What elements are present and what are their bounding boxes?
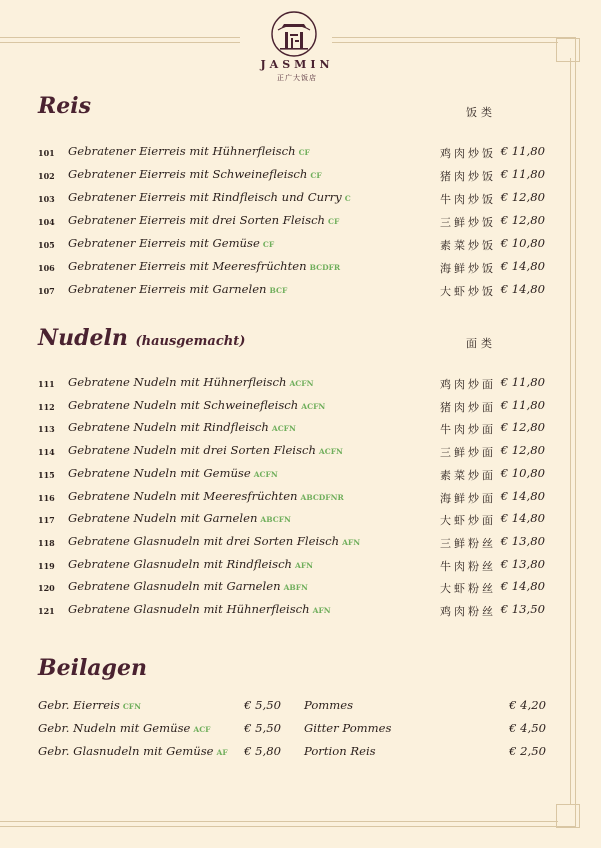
menu-item-allergens: C [344,194,351,203]
menu-item-allergens: ACFN [289,379,314,388]
section-title-reis: Reis [38,93,92,119]
menu-item-row [0,374,601,394]
menu-item-chinese-name: 海鲜炒面 [440,491,496,505]
menu-item-name [68,557,313,571]
menu-item-number: 111 [38,379,55,389]
menu-item-price: € 14,80 [500,488,545,503]
menu-item-name-text: Gebratene Nudeln mit Garnelen [68,511,258,526]
menu-item-number: 115 [38,469,55,480]
menu-item-name-text: Gebratener Eierreis mit Garnelen [68,282,267,296]
menu-item-allergens: ACFN [271,424,296,434]
frame-top-right [332,37,576,38]
menu-item-name [68,579,308,593]
menu-item-price: € 14,80 [500,511,545,526]
side-dish-price: € 2,50 [509,744,546,758]
menu-item-name [68,511,291,525]
menu-item-name [68,190,351,204]
menu-item-name-text: Gebratener Eierreis mit Rindfleisch und Curry [68,190,342,204]
side-dish-name-text: Pommes [304,698,354,712]
menu-item-chinese-name: 素菜炒饭 [440,239,496,252]
menu-item-row [0,578,601,598]
side-dish-allergens: CFN [122,702,141,711]
menu-item-chinese-name: 牛肉炒面 [440,423,496,437]
frame-top-left [0,37,240,38]
menu-item-row [0,533,601,553]
menu-item-number: 120 [38,583,55,594]
menu-item-number: 113 [38,424,55,435]
menu-item-name-text: Gebratene Glasnudeln mit drei Sorten Fleisch [68,533,340,548]
menu-item-price: € 11,80 [500,397,545,412]
menu-item-name-text: Gebratene Glasnudeln mit Hühnerfleisch [68,602,310,616]
side-dish-price: € 4,50 [509,721,546,735]
menu-item-price: € 11,80 [500,167,545,181]
menu-item-name [68,420,296,434]
menu-item-name [68,213,339,227]
menu-item-price: € 14,80 [500,282,545,296]
menu-item-number: 102 [38,171,55,181]
menu-item-name [68,602,331,616]
menu-item-row [0,143,601,163]
menu-item-number: 118 [38,537,55,548]
menu-item-row [0,442,601,462]
frame-top-right-2 [332,42,558,43]
menu-item-name [68,236,274,250]
menu-item-name [68,534,360,548]
side-dish-name-text: Gitter Pommes [304,721,392,735]
menu-item-allergens: AFN [295,560,314,570]
menu-item-name-text: Gebratener Eierreis mit Meeresfrüchten [68,259,307,273]
menu-item-number: 104 [38,217,55,227]
menu-item-name [68,489,344,503]
section-title-beilagen: Beilagen [38,655,147,681]
menu-item-price: € 14,80 [500,259,545,273]
menu-item-number: 103 [38,194,55,204]
menu-item-chinese-name: 大虾粉丝 [440,582,496,596]
frame-bottom-2 [0,821,558,822]
menu-item-chinese-name: 鸡肉粉丝 [440,605,496,618]
menu-item-allergens: CF [262,240,275,249]
menu-item-price: € 10,80 [500,465,545,480]
menu-item-price: € 13,50 [500,602,545,616]
menu-item-number: 112 [38,401,55,412]
menu-item-chinese-name: 鸡肉炒饭 [440,147,496,160]
menu-item-name-text: Gebratener Eierreis mit Schweinefleisch [68,167,308,181]
side-dish-price: € 5,50 [244,721,281,735]
menu-item-row [0,556,601,576]
menu-item-name [68,259,340,273]
section-chinese-nudeln: 面类 [466,337,496,350]
menu-item-price: € 11,80 [500,375,545,389]
menu-item-number: 101 [38,148,55,158]
menu-item-number: 121 [38,606,55,616]
menu-item-price: € 14,80 [500,579,545,594]
menu-item-number: 107 [38,286,55,296]
side-dish-name [38,744,228,758]
menu-item-chinese-name: 三鲜炒饭 [440,216,496,229]
menu-item-price: € 13,80 [500,556,545,571]
menu-item-name-text: Gebratene Glasnudeln mit Garnelen [68,579,281,594]
menu-item-allergens: ABCDFNR [300,492,344,502]
menu-item-name-text: Gebratene Glasnudeln mit Rindfleisch [68,556,293,571]
menu-item-allergens: AFN [312,606,331,615]
menu-item-allergens: ABCFN [260,515,291,525]
menu-item-name [68,466,278,480]
side-dish-price: € 5,50 [244,698,281,712]
side-dish-name [304,744,376,758]
menu-item-row [0,601,601,621]
menu-item-allergens: ACFN [253,469,278,479]
menu-item-row [0,465,601,485]
frame-top-left-2 [0,42,240,43]
menu-item-number: 116 [38,492,55,503]
menu-item-name-text: Gebratene Nudeln mit Meeresfrüchten [68,488,298,503]
side-dish-name [38,721,211,735]
frame-corner-top-right [556,38,580,62]
side-dish-row [304,720,546,740]
side-dish-name [304,698,353,712]
side-dish-name-text: Gebr. Nudeln mit Gemüse [38,721,191,735]
side-dish-row [38,743,281,763]
menu-item-name [68,282,287,296]
section-title-nudeln-main: Nudeln [38,325,128,351]
menu-item-chinese-name: 猪肉炒饭 [440,170,496,183]
side-dish-row [38,697,281,717]
menu-item-allergens: ABFN [283,583,308,593]
side-dish-row [304,697,546,717]
menu-item-name-text: Gebratene Nudeln mit drei Sorten Fleisch [68,443,316,458]
menu-item-allergens: CF [328,217,340,226]
side-dish-row [304,743,546,763]
menu-item-number: 105 [38,240,55,250]
menu-item-name [68,167,322,181]
menu-item-row [0,189,601,209]
side-dish-name-text: Portion Reis [304,744,376,758]
side-dish-allergens: AF [216,748,228,757]
menu-item-row [0,281,601,301]
section-chinese-reis: 饭类 [466,106,496,119]
menu-item-chinese-name: 三鲜炒面 [440,446,496,460]
menu-item-price: € 12,80 [500,420,545,435]
menu-item-chinese-name: 牛肉炒饭 [440,193,496,206]
menu-item-price: € 11,80 [500,144,545,158]
menu-item-row [0,166,601,186]
menu-item-chinese-name: 鸡肉炒面 [440,378,496,391]
side-dish-row [38,720,281,740]
menu-item-row [0,235,601,255]
side-dish-allergens: ACF [193,725,211,734]
menu-item-number: 106 [38,263,55,273]
menu-item-number: 119 [38,560,55,571]
menu-item-name-text: Gebratener Eierreis mit drei Sorten Fleisch [68,213,326,227]
side-dish-name [304,721,392,735]
menu-item-chinese-name: 大虾炒面 [440,514,496,528]
menu-item-allergens: BCDFR [309,263,341,272]
menu-item-allergens: CF [310,171,322,180]
menu-item-name-text: Gebratener Eierreis mit Gemüse [68,236,260,250]
menu-item-price: € 12,80 [500,190,545,204]
menu-item-name [68,398,325,412]
menu-item-allergens: ACFN [301,401,326,411]
menu-item-number: 117 [38,515,55,526]
menu-item-name [68,375,313,389]
menu-item-price: € 10,80 [500,236,545,250]
menu-item-row [0,488,601,508]
menu-item-chinese-name: 猪肉炒面 [440,400,496,414]
brand-chinese-name: 正广大饭店 [277,74,317,82]
menu-item-chinese-name: 三鲜粉丝 [440,536,496,550]
menu-item-price: € 13,80 [500,533,545,548]
menu-item-row [0,212,601,232]
side-dish-name-text: Gebr. Glasnudeln mit Gemüse [38,744,214,758]
menu-item-chinese-name: 大虾炒饭 [440,285,496,298]
section-title-nudeln-subtitle: (hausgemacht) [135,334,246,349]
menu-item-chinese-name: 牛肉粉丝 [440,559,496,573]
menu-item-row [0,510,601,530]
side-dish-name-text: Gebr. Eierreis [38,698,120,712]
menu-item-allergens: AFN [342,537,361,547]
menu-item-number: 114 [38,447,55,458]
menu-item-row [0,419,601,439]
frame-corner-bottom-right [556,804,580,828]
menu-item-row [0,258,601,278]
brand-name: JASMIN [260,58,334,71]
menu-item-name-text: Gebratene Nudeln mit Gemüse [68,465,251,480]
menu-item-name-text: Gebratene Nudeln mit Schweinefleisch [68,397,299,412]
menu-item-chinese-name: 素菜炒面 [440,468,496,482]
side-dish-price: € 4,20 [509,698,546,712]
menu-item-price: € 12,80 [500,443,545,458]
menu-item-row [0,397,601,417]
section-title-nudeln [38,325,245,351]
menu-item-chinese-name: 海鲜炒饭 [440,262,496,275]
menu-item-name [68,443,343,457]
menu-item-price: € 12,80 [500,213,545,227]
side-dish-price: € 5,80 [244,744,281,758]
menu-item-allergens: BCF [269,286,288,295]
menu-item-name-text: Gebratene Nudeln mit Hühnerfleisch [68,375,287,389]
frame-bottom [0,826,576,827]
menu-item-name-text: Gebratener Eierreis mit Hühnerfleisch [68,144,296,158]
side-dish-name [38,698,141,712]
menu-item-name [68,144,310,158]
restaurant-logo-icon [264,10,324,58]
menu-item-allergens: ACFN [318,447,343,457]
menu-item-allergens: CF [298,148,310,157]
menu-item-name-text: Gebratene Nudeln mit Rindfleisch [68,420,269,435]
